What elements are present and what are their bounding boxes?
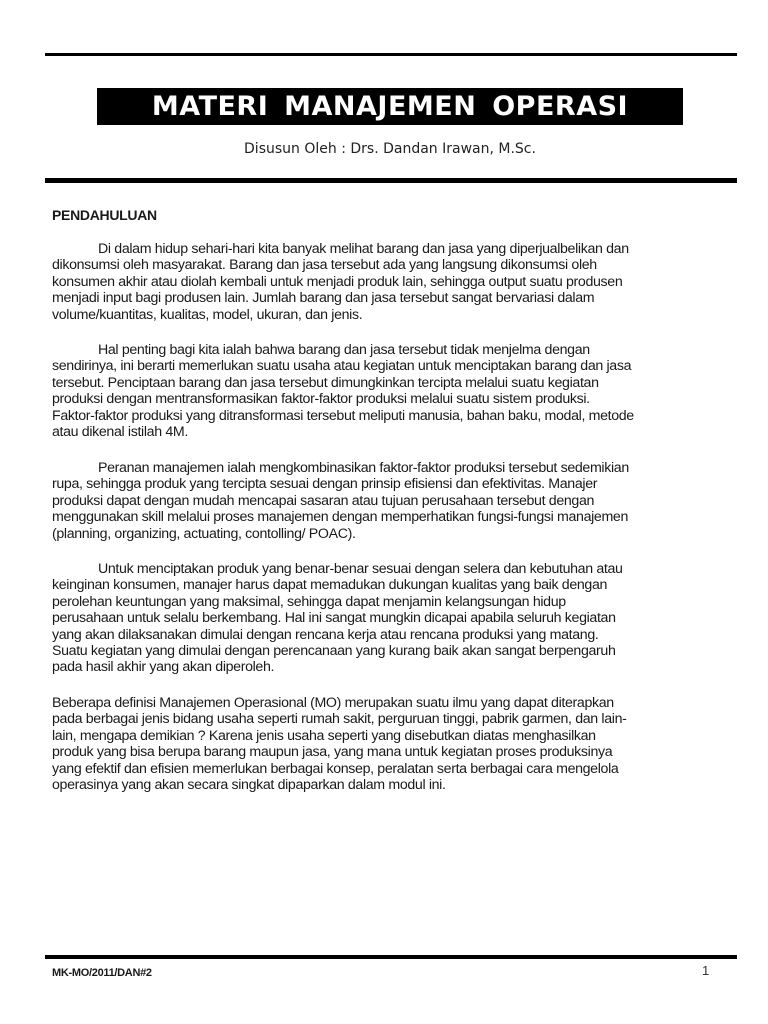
top-rule <box>45 53 737 56</box>
text-line: produksi dengan mentransformasikan faktor-faktor produksi melalui suatu sistem produksi. <box>52 391 590 408</box>
text-line: sendirinya, ini berarti memerlukan suatu usaha atau kegiatan untuk menciptakan barang dan jasa <box>52 358 632 375</box>
text-line: Di dalam hidup sehari-hari kita banyak melihat barang dan jasa yang diperjualbelikan dan <box>98 241 629 257</box>
text-line: konsumen akhir atau diolah kembali untuk menjadi produk lain, sehingga output suatu produsen <box>52 273 623 290</box>
text-line: menjadi input bagi produsen lain. Jumlah barang dan jasa tersebut sangat bervariasi dalam <box>52 290 595 307</box>
document-title: MATERI MANAJEMEN OPERASI <box>97 88 683 125</box>
section-heading: PENDAHULUAN <box>52 207 157 223</box>
text-line: produksi dapat dengan mudah mencapai sasaran atau tujuan perusahaan tersebut dengan <box>52 492 595 509</box>
text-line: atau dikenal istilah 4M. <box>52 424 188 441</box>
text-line: dikonsumsi oleh masyarakat. Barang dan jasa tersebut ada yang langsung dikonsumsi oleh <box>52 257 597 274</box>
text-line: keinginan konsumen, manajer harus dapat memadukan dukungan kualitas yang baik dengan <box>52 577 608 594</box>
text-line: Peranan manajemen ialah mengkombinasikan faktor-faktor produksi tersebut sedemikian <box>98 460 629 476</box>
footer-rule <box>45 955 737 959</box>
text-line: pada berbagai jenis bidang usaha seperti rumah sakit, perguruan tinggi, pabrik garmen, dan lain- <box>52 711 627 728</box>
text-line: lain, mengapa demikian ? Karena jenis usaha seperti yang disebutkan diatas menghasilkan <box>52 727 596 744</box>
text-line: yang efektif dan efisien memerlukan berbagai konsep, peralatan serta berbagai cara mengelola <box>52 760 619 777</box>
text-line: rupa, sehingga produk yang tercipta sesuai dengan prinsip efisiensi dan efektivitas. Manajer <box>52 476 598 493</box>
text-line: Hal penting bagi kita ialah bahwa barang dan jasa tersebut tidak menjelma dengan <box>98 342 590 358</box>
text-line: produk yang bisa berupa barang maupun jasa, yang mana untuk kegiatan proses produksinya <box>52 744 613 761</box>
text-line: perusahaan untuk selalu berkembang. Hal ini sangat mungkin dicapai apabila seluruh kegiatan <box>52 610 616 627</box>
text-line: volume/kuantitas, kualitas, model, ukuran, dan jenis. <box>52 306 363 323</box>
text-line: yang akan dilaksanakan dimulai dengan rencana kerja atau rencana produksi yang matang. <box>52 626 599 643</box>
paragraph-5 <box>52 695 752 793</box>
text-line: pada hasil akhir yang akan diperoleh. <box>52 659 275 676</box>
text-line: perolehan keuntungan yang maksimal, sehingga dapat menjamin kelangsungan hidup <box>52 593 566 610</box>
paragraph-1 <box>52 241 752 323</box>
paragraph-3 <box>52 460 752 542</box>
header-divider <box>45 178 737 183</box>
author-line: Disusun Oleh : Drs. Dandan Irawan, M.Sc. <box>244 141 536 157</box>
text-line: tersebut. Penciptaan barang dan jasa tersebut dimungkinkan tercipta melalui suatu kegiatan <box>52 374 599 391</box>
footer-document-code: MK-MO/2011/DAN#2 <box>52 967 152 979</box>
text-line: Suatu kegiatan yang dimulai dengan perencanaan yang kurang baik akan sangat berpengaruh <box>52 643 616 660</box>
text-line: Untuk menciptakan produk yang benar-benar sesuai dengan selera dan kebutuhan atau <box>98 561 623 577</box>
text-line: (planning, organizing, actuating, contolling/ POAC). <box>52 525 356 542</box>
paragraph-2 <box>52 342 752 440</box>
paragraph-4 <box>52 561 752 676</box>
text-line: Beberapa definisi Manajemen Operasional (MO) merupakan suatu ilmu yang dapat diterapkan <box>52 695 614 711</box>
text-line: operasinya yang akan secara singkat dipaparkan dalam modul ini. <box>52 777 446 794</box>
text-line: Faktor-faktor produksi yang ditransformasi tersebut meliputi manusia, bahan baku, modal, metode <box>52 407 634 424</box>
text-line: menggunakan skill melalui proses manajemen dengan memperhatikan fungsi-fungsi manajemen <box>52 509 629 526</box>
page-number: 1 <box>702 963 710 978</box>
